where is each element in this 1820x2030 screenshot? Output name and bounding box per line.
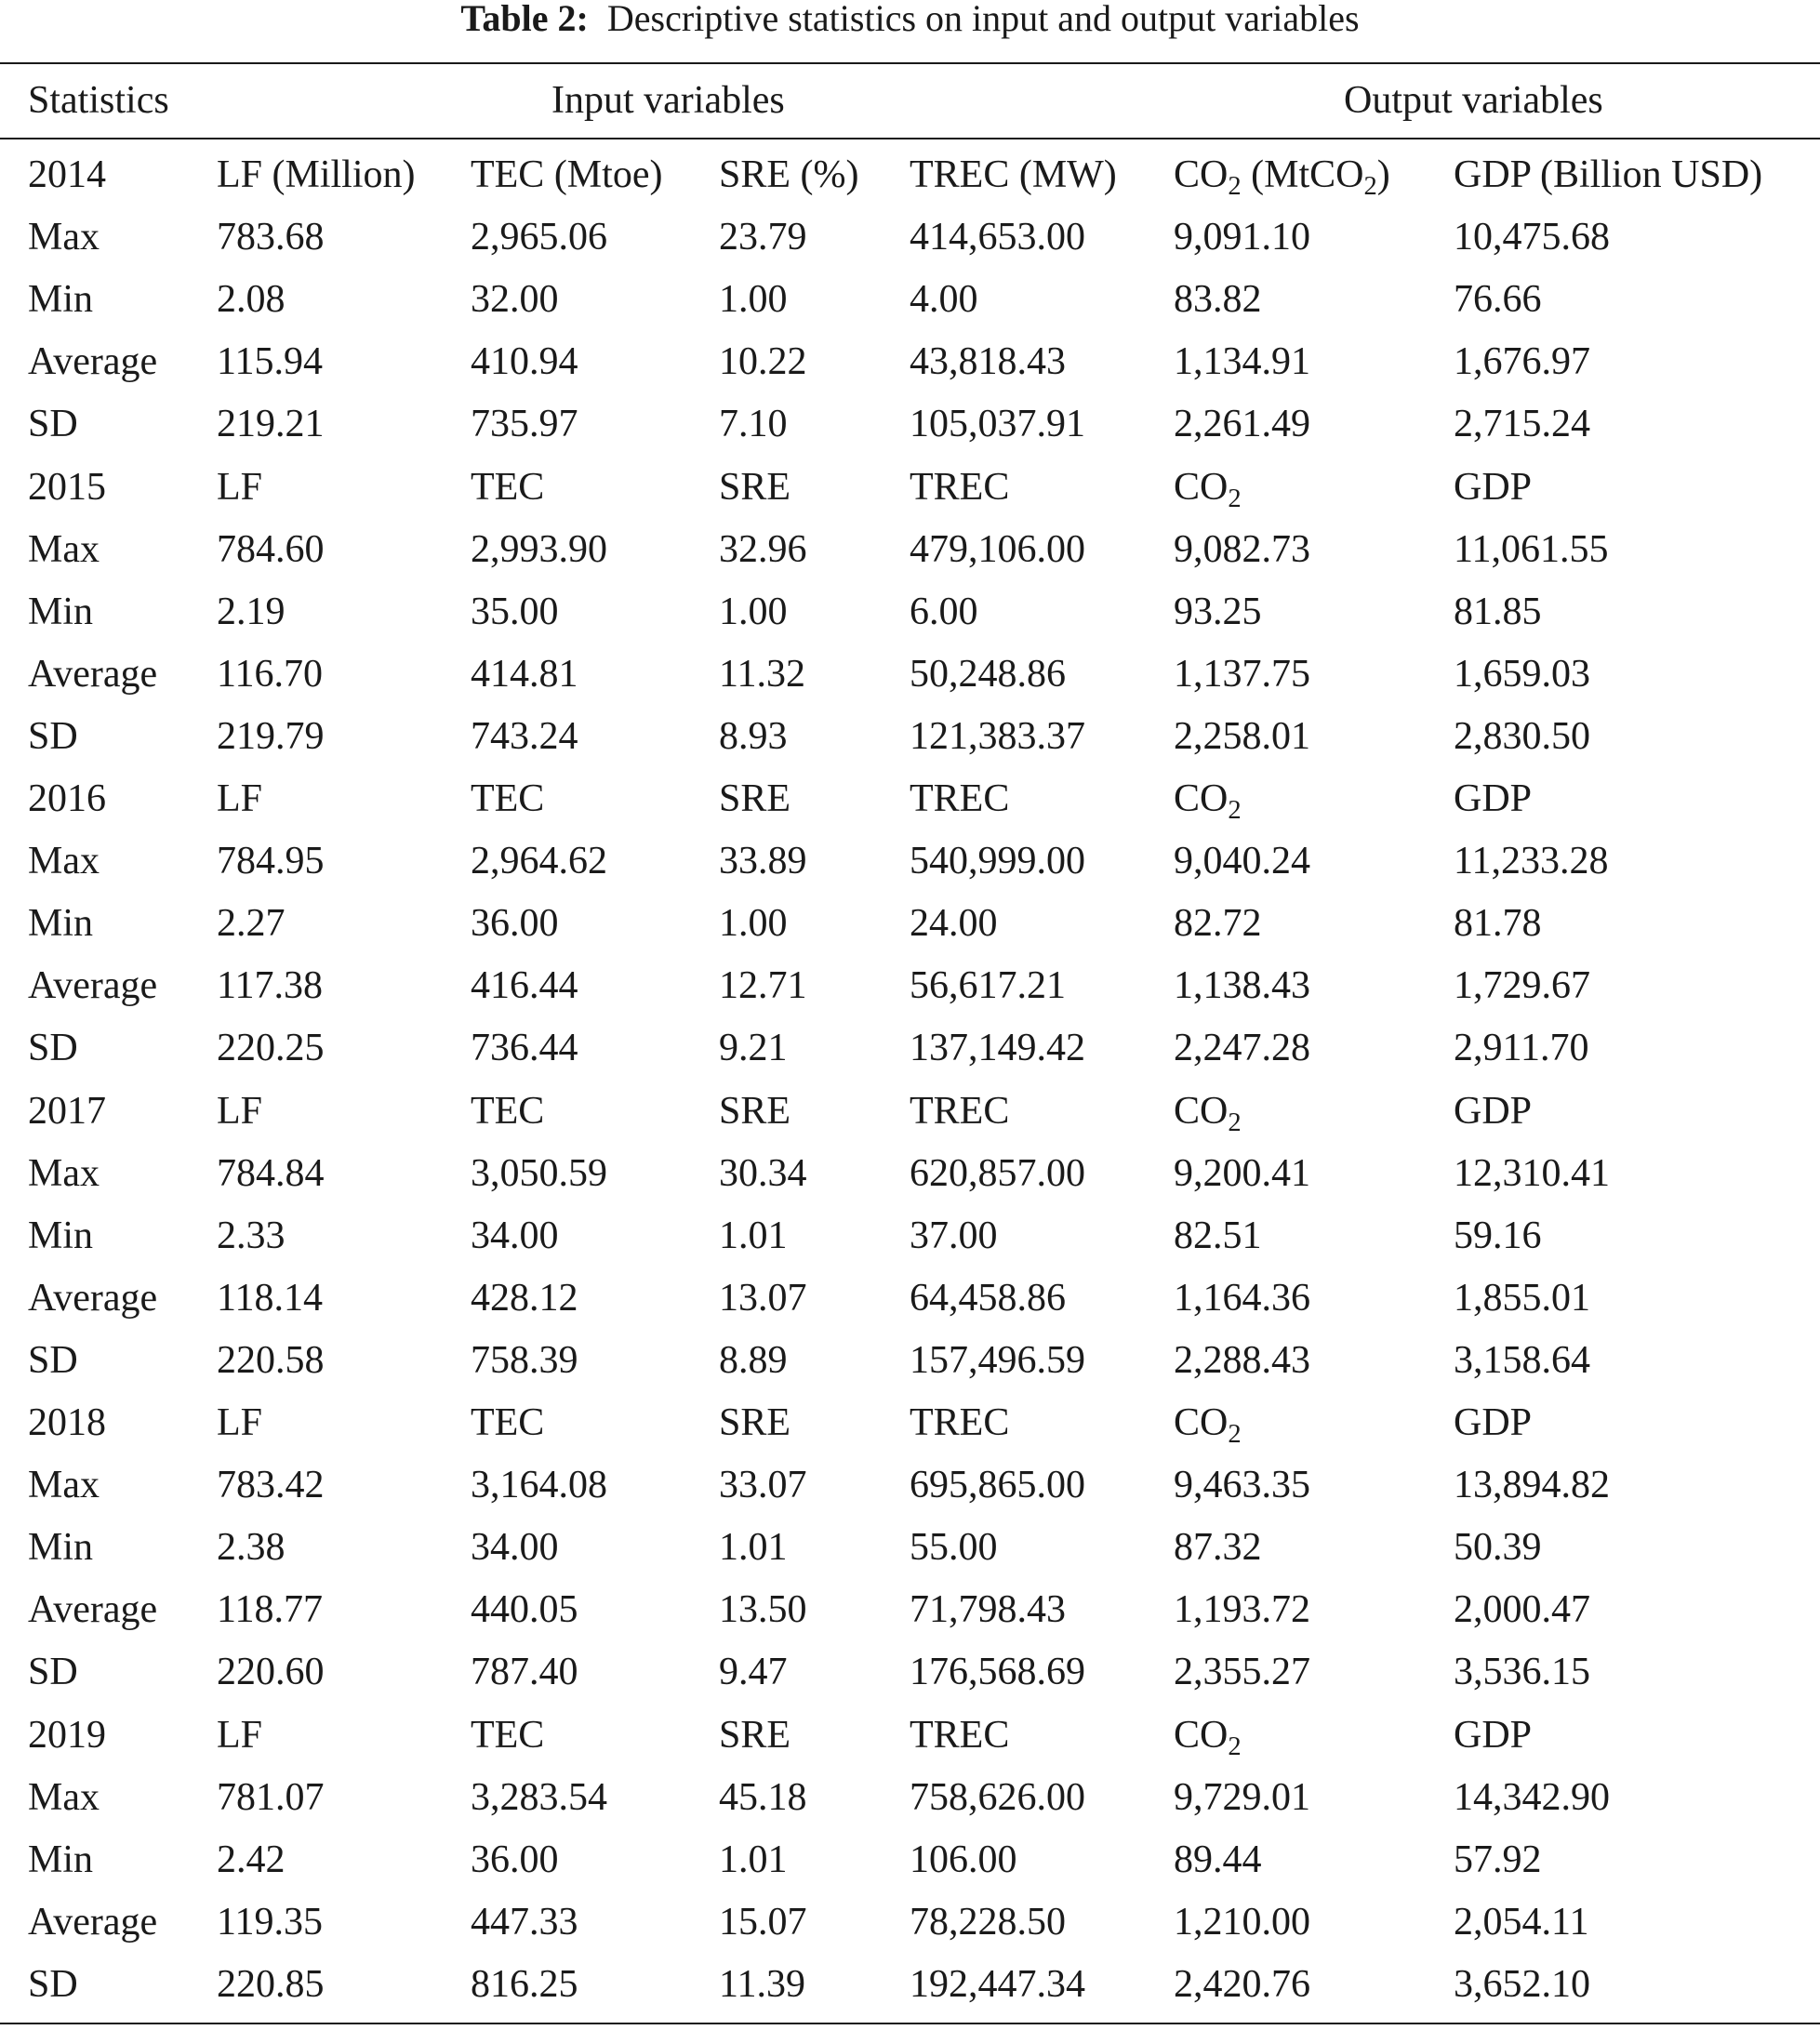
- statistic-row: [0, 331, 1820, 393]
- value-cell: 1,164.36: [1174, 1276, 1310, 1320]
- value-cell: 118.14: [217, 1276, 323, 1320]
- value-cell: 2,964.62: [471, 840, 607, 883]
- value-cell: 1,855.01: [1454, 1276, 1590, 1320]
- statistic-label: SD: [28, 403, 78, 446]
- statistic-label: Min: [28, 278, 94, 322]
- variable-label: [471, 144, 662, 206]
- value-cell: 416.44: [471, 964, 578, 1008]
- value-cell: 11.32: [719, 652, 805, 696]
- variable-label: [1174, 457, 1242, 519]
- variable-label: [471, 457, 544, 519]
- value-cell: 56,617.21: [910, 964, 1066, 1008]
- statistic-label: Max: [28, 216, 100, 259]
- statistic-label: Max: [28, 1151, 100, 1195]
- value-cell: 783.68: [217, 216, 325, 259]
- variable-label: [719, 457, 790, 519]
- variable-name: TEC: [471, 1401, 545, 1444]
- statistic-row: [0, 1517, 1820, 1579]
- variable-label: [1174, 1081, 1242, 1143]
- statistic-row: [0, 1205, 1820, 1267]
- variable-label: [471, 1705, 544, 1767]
- table-caption: [0, 0, 1820, 37]
- value-cell: 1,210.00: [1174, 1900, 1310, 1944]
- statistic-row: [0, 1143, 1820, 1205]
- value-cell: 440.05: [471, 1588, 578, 1632]
- value-cell: 45.18: [719, 1775, 807, 1819]
- value-cell: 118.77: [217, 1588, 323, 1632]
- variable-name: SRE: [719, 1089, 791, 1133]
- variable-label: [471, 1392, 544, 1454]
- value-cell: 55.00: [910, 1526, 998, 1570]
- value-cell: 410.94: [471, 340, 578, 384]
- value-cell: 479,106.00: [910, 527, 1085, 571]
- value-cell: 3,158.64: [1454, 1338, 1590, 1382]
- value-cell: 2,911.70: [1454, 1027, 1589, 1070]
- statistic-row: [0, 893, 1820, 955]
- statistic-row: [0, 1330, 1820, 1392]
- variable-name: TREC: [910, 1401, 1010, 1444]
- statistic-label: Average: [28, 1588, 158, 1632]
- statistic-row: [0, 1767, 1820, 1829]
- value-cell: 1,138.43: [1174, 964, 1310, 1008]
- value-cell: 3,283.54: [471, 1775, 607, 1819]
- value-cell: 57.92: [1454, 1838, 1542, 1881]
- variable-label: [910, 457, 1009, 519]
- top-rule: [0, 62, 1820, 64]
- statistic-row: [0, 1267, 1820, 1330]
- value-cell: 3,536.15: [1454, 1651, 1590, 1694]
- statistic-label: Average: [28, 652, 158, 696]
- year-label: 2019: [28, 1713, 106, 1757]
- value-cell: 34.00: [471, 1214, 559, 1257]
- variable-name: TREC: [910, 1713, 1010, 1757]
- variable-label: [719, 1705, 790, 1767]
- statistic-row: [0, 706, 1820, 768]
- value-cell: 4.00: [910, 278, 978, 322]
- statistic-label: SD: [28, 1338, 78, 1382]
- statistic-row: [0, 643, 1820, 706]
- variable-name: TEC: [471, 1089, 545, 1133]
- value-cell: 758.39: [471, 1338, 578, 1382]
- year-header-row: [0, 1392, 1820, 1454]
- value-cell: 220.85: [217, 1962, 325, 2006]
- value-cell: 2,420.76: [1174, 1962, 1310, 2006]
- statistic-row: [0, 1954, 1820, 2016]
- year-label: 2017: [28, 1089, 106, 1133]
- value-cell: 2.27: [217, 902, 286, 946]
- variable-label: [1174, 144, 1390, 206]
- variable-name: GDP: [1454, 1401, 1533, 1444]
- value-cell: 43,818.43: [910, 340, 1066, 384]
- statistic-row: [0, 1829, 1820, 1891]
- value-cell: 119.35: [217, 1900, 323, 1944]
- value-cell: 12.71: [719, 964, 807, 1008]
- statistic-row: [0, 1641, 1820, 1704]
- value-cell: 1,193.72: [1174, 1588, 1310, 1632]
- value-cell: 816.25: [471, 1962, 578, 2006]
- variable-name: SRE (%): [719, 153, 859, 196]
- value-cell: 620,857.00: [910, 1151, 1085, 1195]
- value-cell: 783.42: [217, 1464, 325, 1507]
- variable-name: CO: [1174, 1089, 1229, 1133]
- value-cell: 36.00: [471, 1838, 559, 1881]
- variable-label: [719, 768, 790, 830]
- value-cell: 3,164.08: [471, 1464, 607, 1507]
- value-cell: 2,261.49: [1174, 403, 1310, 446]
- value-cell: 71,798.43: [910, 1588, 1066, 1632]
- statistic-row: [0, 1891, 1820, 1954]
- statistic-label: Min: [28, 902, 94, 946]
- value-cell: 50,248.86: [910, 652, 1066, 696]
- statistic-label: Average: [28, 964, 158, 1008]
- value-cell: 34.00: [471, 1526, 559, 1570]
- value-cell: 2,054.11: [1454, 1900, 1589, 1944]
- value-cell: 2,830.50: [1454, 714, 1590, 758]
- value-cell: 33.89: [719, 840, 807, 883]
- statistic-row: [0, 581, 1820, 643]
- value-cell: 30.34: [719, 1151, 807, 1195]
- statistic-label: Average: [28, 1900, 158, 1944]
- value-cell: 192,447.34: [910, 1962, 1085, 2006]
- value-cell: 9.47: [719, 1651, 788, 1694]
- variable-label: [217, 1392, 262, 1454]
- value-cell: 9,091.10: [1174, 216, 1310, 259]
- variable-label: [910, 144, 1117, 206]
- value-cell: 2,247.28: [1174, 1027, 1310, 1070]
- statistic-row: [0, 1017, 1820, 1080]
- value-cell: 8.89: [719, 1338, 788, 1382]
- value-cell: 81.78: [1454, 902, 1542, 946]
- value-cell: 2,993.90: [471, 527, 607, 571]
- year-header-row: [0, 1081, 1820, 1143]
- variable-name: CO: [1174, 777, 1229, 820]
- statistic-row: [0, 830, 1820, 893]
- variable-label: [217, 1081, 262, 1143]
- variable-name: TEC: [471, 777, 545, 820]
- variable-unit-subscript: 2: [1363, 171, 1377, 201]
- variable-name: TREC (MW): [910, 153, 1117, 196]
- statistic-label: Min: [28, 590, 94, 633]
- value-cell: 10,475.68: [1454, 216, 1610, 259]
- variable-subscript: 2: [1228, 795, 1242, 825]
- value-cell: 32.00: [471, 278, 559, 322]
- value-cell: 220.25: [217, 1027, 325, 1070]
- statistic-label: Min: [28, 1526, 94, 1570]
- value-cell: 36.00: [471, 902, 559, 946]
- value-cell: 87.32: [1174, 1526, 1262, 1570]
- statistic-row: [0, 519, 1820, 581]
- value-cell: 93.25: [1174, 590, 1262, 633]
- variable-name: CO: [1174, 465, 1229, 509]
- value-cell: 105,037.91: [910, 403, 1085, 446]
- value-cell: 115.94: [217, 340, 323, 384]
- variable-name: SRE: [719, 1401, 791, 1444]
- value-cell: 1,676.97: [1454, 340, 1590, 384]
- variable-name: CO: [1174, 1713, 1229, 1757]
- value-cell: 2,355.27: [1174, 1651, 1310, 1694]
- table-caption-label: Table 2:: [460, 0, 589, 39]
- value-cell: 2,715.24: [1454, 403, 1590, 446]
- variable-name: SRE: [719, 465, 791, 509]
- header-output-variables: Output variables: [1344, 79, 1603, 122]
- variable-unit: (MtCO: [1241, 153, 1364, 196]
- value-cell: 758,626.00: [910, 1775, 1085, 1819]
- statistic-label: Average: [28, 1276, 158, 1320]
- value-cell: 3,652.10: [1454, 1962, 1590, 2006]
- value-cell: 1.01: [719, 1214, 788, 1257]
- value-cell: 116.70: [217, 652, 323, 696]
- statistic-row: [0, 269, 1820, 331]
- value-cell: 6.00: [910, 590, 978, 633]
- header-input-variables: Input variables: [551, 79, 785, 122]
- variable-label: [1174, 768, 1242, 830]
- value-cell: 781.07: [217, 1775, 325, 1819]
- statistic-label: Min: [28, 1838, 94, 1881]
- variable-label: [1174, 1705, 1242, 1767]
- value-cell: 83.82: [1174, 278, 1262, 322]
- statistic-row: [0, 955, 1820, 1017]
- value-cell: 2.38: [217, 1526, 286, 1570]
- value-cell: 9.21: [719, 1027, 788, 1070]
- year-label: 2015: [28, 465, 106, 509]
- variable-label: [217, 768, 262, 830]
- variable-name: GDP: [1454, 1089, 1533, 1133]
- value-cell: 12,310.41: [1454, 1151, 1610, 1195]
- value-cell: 1.01: [719, 1838, 788, 1881]
- header-statistics: Statistics: [28, 79, 169, 122]
- variable-name: TREC: [910, 777, 1010, 820]
- value-cell: 1.00: [719, 278, 788, 322]
- value-cell: 428.12: [471, 1276, 578, 1320]
- value-cell: 743.24: [471, 714, 578, 758]
- value-cell: 9,082.73: [1174, 527, 1310, 571]
- variable-subscript: 2: [1228, 1419, 1242, 1449]
- value-cell: 736.44: [471, 1027, 578, 1070]
- variable-label: [1454, 144, 1762, 206]
- value-cell: 447.33: [471, 1900, 578, 1944]
- value-cell: 13.07: [719, 1276, 807, 1320]
- variable-label: [1454, 1705, 1532, 1767]
- value-cell: 9,729.01: [1174, 1775, 1310, 1819]
- variable-name: LF: [217, 1401, 263, 1444]
- variable-label: [1454, 1081, 1532, 1143]
- value-cell: 1,137.75: [1174, 652, 1310, 696]
- variable-name: CO: [1174, 153, 1229, 196]
- value-cell: 219.79: [217, 714, 325, 758]
- value-cell: 1,729.67: [1454, 964, 1590, 1008]
- value-cell: 76.66: [1454, 278, 1542, 322]
- value-cell: 2.19: [217, 590, 286, 633]
- value-cell: 9,040.24: [1174, 840, 1310, 883]
- value-cell: 81.85: [1454, 590, 1542, 633]
- variable-name: TEC: [471, 465, 545, 509]
- variable-subscript: 2: [1228, 171, 1242, 201]
- value-cell: 540,999.00: [910, 840, 1085, 883]
- value-cell: 695,865.00: [910, 1464, 1085, 1507]
- value-cell: 414,653.00: [910, 216, 1085, 259]
- statistic-row: [0, 206, 1820, 269]
- variable-label: [1454, 1392, 1532, 1454]
- variable-name: SRE: [719, 1713, 791, 1757]
- variable-name: CO: [1174, 1401, 1229, 1444]
- year-header-row: [0, 768, 1820, 830]
- variable-label: [910, 768, 1009, 830]
- value-cell: 23.79: [719, 216, 807, 259]
- variable-name: TEC (Mtoe): [471, 153, 663, 196]
- statistic-label: SD: [28, 1027, 78, 1070]
- variable-name: LF: [217, 1713, 263, 1757]
- variable-name: SRE: [719, 777, 791, 820]
- variable-name: GDP: [1454, 1713, 1533, 1757]
- year-header-row: [0, 457, 1820, 519]
- year-header-row: [0, 144, 1820, 206]
- value-cell: 117.38: [217, 964, 323, 1008]
- variable-subscript: 2: [1228, 1731, 1242, 1761]
- variable-name: TREC: [910, 465, 1010, 509]
- statistic-row: [0, 1454, 1820, 1517]
- year-label: 2018: [28, 1401, 106, 1444]
- value-cell: 2.08: [217, 278, 286, 322]
- value-cell: 106.00: [910, 1838, 1017, 1881]
- statistic-label: Max: [28, 1464, 100, 1507]
- year-label: 2016: [28, 777, 106, 820]
- value-cell: 24.00: [910, 902, 998, 946]
- value-cell: 37.00: [910, 1214, 998, 1257]
- value-cell: 1,659.03: [1454, 652, 1590, 696]
- value-cell: 2.42: [217, 1838, 286, 1881]
- value-cell: 14,342.90: [1454, 1775, 1610, 1819]
- variable-name: GDP: [1454, 465, 1533, 509]
- value-cell: 33.07: [719, 1464, 807, 1507]
- year-header-row: [0, 1705, 1820, 1767]
- value-cell: 13.50: [719, 1588, 807, 1632]
- year-label: 2014: [28, 153, 106, 196]
- value-cell: 7.10: [719, 403, 788, 446]
- value-cell: 82.51: [1174, 1214, 1262, 1257]
- variable-name: TEC: [471, 1713, 545, 1757]
- value-cell: 9,463.35: [1174, 1464, 1310, 1507]
- variable-label: [719, 1392, 790, 1454]
- variable-label: [217, 457, 262, 519]
- variable-label: [719, 144, 859, 206]
- variable-name: LF: [217, 777, 263, 820]
- variable-label: [217, 1705, 262, 1767]
- statistic-label: Max: [28, 527, 100, 571]
- value-cell: 11,061.55: [1454, 527, 1609, 571]
- table-caption-text: Descriptive statistics on input and output variables: [606, 0, 1360, 39]
- variable-label: [1454, 768, 1532, 830]
- value-cell: 157,496.59: [910, 1338, 1085, 1382]
- value-cell: 784.60: [217, 527, 325, 571]
- variable-label: [910, 1705, 1009, 1767]
- header-rule: [0, 138, 1820, 139]
- value-cell: 2,288.43: [1174, 1338, 1310, 1382]
- value-cell: 59.16: [1454, 1214, 1542, 1257]
- statistic-label: Max: [28, 1775, 100, 1819]
- variable-label: [471, 768, 544, 830]
- value-cell: 82.72: [1174, 902, 1262, 946]
- value-cell: 50.39: [1454, 1526, 1542, 1570]
- value-cell: 10.22: [719, 340, 807, 384]
- value-cell: 15.07: [719, 1900, 807, 1944]
- value-cell: 11.39: [719, 1962, 805, 2006]
- variable-name: GDP: [1454, 777, 1533, 820]
- variable-label: [719, 1081, 790, 1143]
- value-cell: 220.60: [217, 1651, 325, 1694]
- value-cell: 735.97: [471, 403, 578, 446]
- value-cell: 78,228.50: [910, 1900, 1066, 1944]
- variable-name: LF: [217, 1089, 263, 1133]
- variable-unit-close: ): [1376, 153, 1390, 196]
- value-cell: 1.00: [719, 590, 788, 633]
- value-cell: 137,149.42: [910, 1027, 1085, 1070]
- value-cell: 64,458.86: [910, 1276, 1066, 1320]
- statistic-label: SD: [28, 714, 78, 758]
- value-cell: 220.58: [217, 1338, 325, 1382]
- value-cell: 2.33: [217, 1214, 286, 1257]
- value-cell: 1.00: [719, 902, 788, 946]
- value-cell: 35.00: [471, 590, 559, 633]
- statistic-label: Max: [28, 840, 100, 883]
- value-cell: 89.44: [1174, 1838, 1262, 1881]
- variable-label: [910, 1392, 1009, 1454]
- variable-label: [471, 1081, 544, 1143]
- variable-name: LF (Million): [217, 153, 416, 196]
- statistic-label: SD: [28, 1962, 78, 2006]
- variable-subscript: 2: [1228, 484, 1242, 513]
- variable-label: [1454, 457, 1532, 519]
- value-cell: 784.84: [217, 1151, 325, 1195]
- value-cell: 176,568.69: [910, 1651, 1085, 1694]
- variable-name: TREC: [910, 1089, 1010, 1133]
- value-cell: 11,233.28: [1454, 840, 1609, 883]
- bottom-rule: [0, 2023, 1820, 2024]
- value-cell: 13,894.82: [1454, 1464, 1610, 1507]
- value-cell: 32.96: [719, 527, 807, 571]
- value-cell: 9,200.41: [1174, 1151, 1310, 1195]
- value-cell: 1.01: [719, 1526, 788, 1570]
- variable-label: [910, 1081, 1009, 1143]
- value-cell: 219.21: [217, 403, 325, 446]
- value-cell: 8.93: [719, 714, 788, 758]
- value-cell: 787.40: [471, 1651, 578, 1694]
- variable-label: [217, 144, 416, 206]
- statistic-row: [0, 393, 1820, 456]
- value-cell: 1,134.91: [1174, 340, 1310, 384]
- value-cell: 2,965.06: [471, 216, 607, 259]
- variable-label: [1174, 1392, 1242, 1454]
- statistic-label: Average: [28, 340, 158, 384]
- statistic-row: [0, 1579, 1820, 1641]
- variable-name: GDP (Billion USD): [1454, 153, 1763, 196]
- value-cell: 3,050.59: [471, 1151, 607, 1195]
- value-cell: 784.95: [217, 840, 325, 883]
- value-cell: 121,383.37: [910, 714, 1085, 758]
- variable-name: LF: [217, 465, 263, 509]
- value-cell: 2,258.01: [1174, 714, 1310, 758]
- variable-subscript: 2: [1228, 1108, 1242, 1137]
- statistic-label: Min: [28, 1214, 94, 1257]
- statistic-label: SD: [28, 1651, 78, 1694]
- value-cell: 414.81: [471, 652, 578, 696]
- value-cell: 2,000.47: [1454, 1588, 1590, 1632]
